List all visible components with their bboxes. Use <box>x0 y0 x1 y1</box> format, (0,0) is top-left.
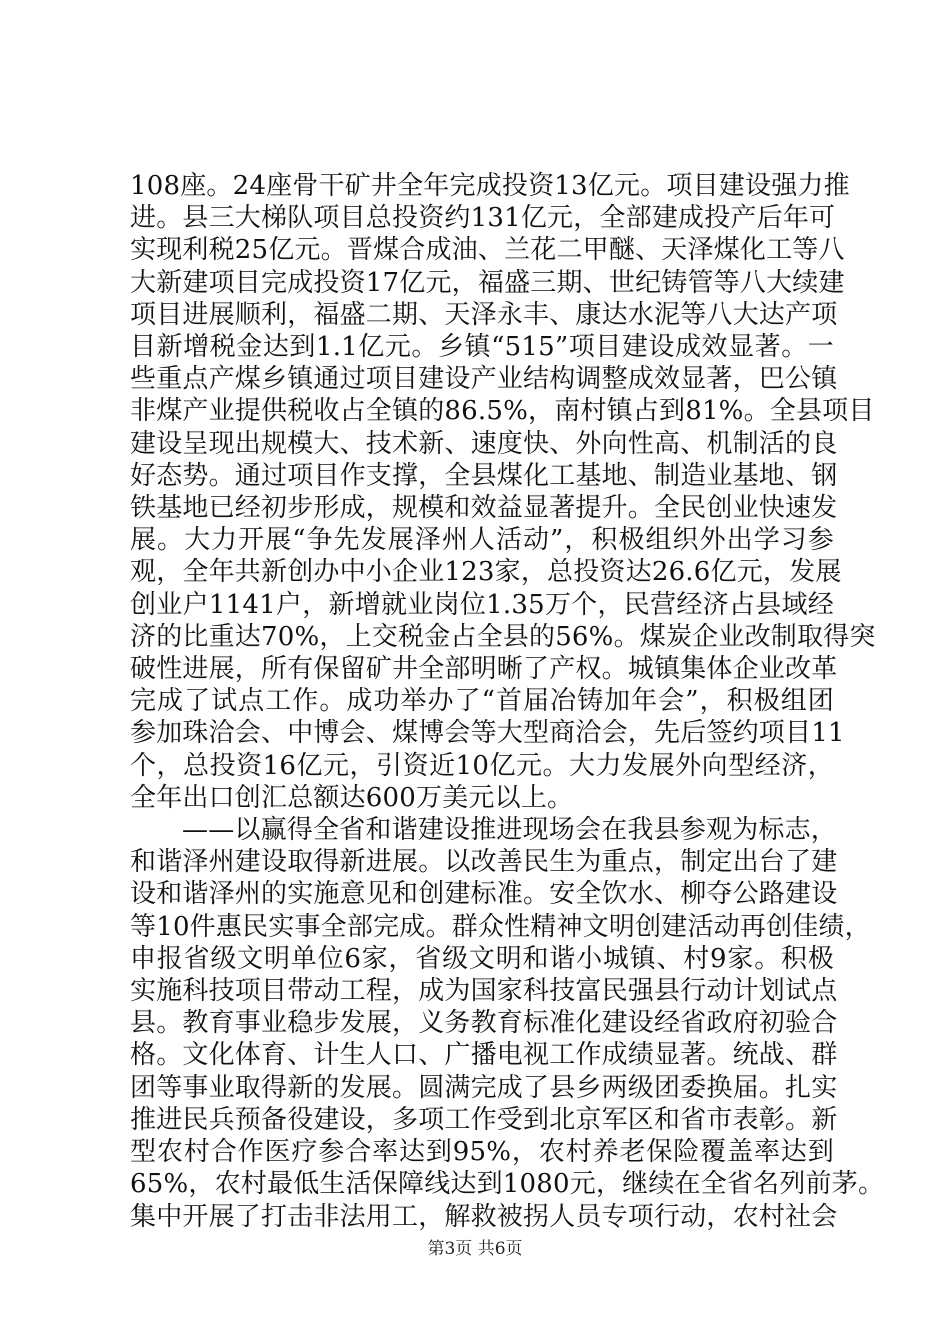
text-line: 集中开展了打击非法用工，解救被拐人员专项行动，农村社会 <box>130 1201 838 1232</box>
text-line: 项目进展顺利，福盛二期、天泽永丰、康达水泥等八大达产项 <box>130 299 838 330</box>
text-line: 目新增税金达到1.1亿元。乡镇“515”项目建设成效显著。一 <box>130 332 834 363</box>
text-line: 进。县三大梯队项目总投资约131亿元，全部建成投产后年可 <box>130 203 836 234</box>
text-line: 个，总投资16亿元，引资近10亿元。大力发展外向型经济， <box>130 750 834 781</box>
text-line: 济的比重达70%，上交税金占全县的56%。煤炭企业改制取得突 <box>130 621 876 652</box>
text-line: 65%，农村最低生活保障线达到1080元，继续在全省名列前茅。 <box>130 1169 885 1200</box>
paragraph <box>130 814 885 1233</box>
text-line: 团等事业取得新的发展。圆满完成了县乡两级团委换届。扎实 <box>130 1072 838 1103</box>
text-line: 破性进展，所有保留矿井全部明晰了产权。城镇集体企业改革 <box>130 654 838 685</box>
text-line: 大新建项目完成投资17亿元，福盛三期、世纪铸管等八大续建 <box>130 267 845 298</box>
text-line: 实现利税25亿元。晋煤合成油、兰花二甲醚、天泽煤化工等八 <box>130 235 845 266</box>
text-line: 等10件惠民实事全部完成。群众性精神文明创建活动再创佳绩， <box>130 911 871 942</box>
text-line: 好态势。通过项目作支撑，全县煤化工基地、制造业基地、钢 <box>130 460 838 491</box>
text-line: 观，全年共新创办中小企业123家，总投资达26.6亿元，发展 <box>130 557 842 588</box>
text-line: 参加珠洽会、中博会、煤博会等大型商洽会，先后签约项目11 <box>130 718 845 749</box>
text-line: 全年出口创汇总额达600万美元以上。 <box>130 782 574 813</box>
text-line: 非煤产业提供税收占全镇的86.5%，南村镇占到81%。全县项目 <box>130 396 875 427</box>
text-line: 创业户1141户，新增就业岗位1.35万个，民营经济占县域经 <box>130 589 834 620</box>
text-line: 些重点产煤乡镇通过项目建设产业结构调整成效显著，巴公镇 <box>130 364 838 395</box>
text-line: 格。文化体育、计生人口、广播电视工作成绩显著。统战、群 <box>130 1040 838 1071</box>
text-line: 和谐泽州建设取得新进展。以改善民生为重点，制定出台了建 <box>130 847 838 878</box>
text-line: 申报省级文明单位6家，省级文明和谐小城镇、村9家。积极 <box>130 943 834 974</box>
text-line: 铁基地已经初步形成，规模和效益显著提升。全民创业快速发 <box>130 493 838 524</box>
text-line: ——以赢得全省和谐建设推进现场会在我县参观为标志， <box>182 815 838 846</box>
document-body <box>130 170 885 1233</box>
text-line: 设和谐泽州的实施意见和创建标准。安全饮水、柳夺公路建设 <box>130 879 838 910</box>
text-line: 108座。24座骨干矿井全年完成投资13亿元。项目建设强力推 <box>130 171 850 201</box>
text-line: 县。教育事业稳步发展，义务教育标准化建设经省政府初验合 <box>130 1008 838 1039</box>
text-line: 推进民兵预备役建设，多项工作受到北京军区和省市表彰。新 <box>130 1104 838 1135</box>
text-line: 展。大力开展“争先发展泽州人活动”，积极组织外出学习参 <box>130 525 834 556</box>
text-line: 建设呈现出规模大、技术新、速度快、外向性高、机制活的良 <box>130 428 838 459</box>
text-line: 型农村合作医疗参合率达到95%，农村养老保险覆盖率达到 <box>130 1137 834 1168</box>
page-footer: 第3页 共6页 <box>427 1239 523 1259</box>
text-line: 实施科技项目带动工程，成为国家科技富民强县行动计划试点 <box>130 976 838 1007</box>
paragraph <box>130 170 876 814</box>
text-line: 完成了试点工作。成功举办了“首届冶铸加年会”，积极组团 <box>130 686 834 717</box>
